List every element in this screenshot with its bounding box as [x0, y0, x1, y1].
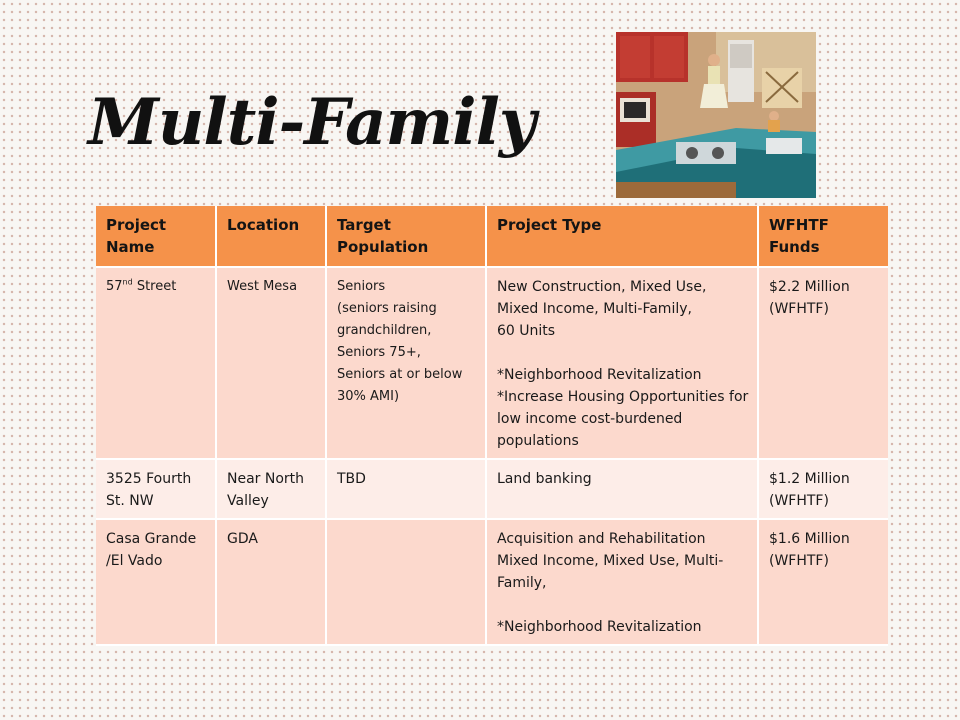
retro-kitchen-photo	[616, 32, 816, 198]
cell-wfhtf-funds: $1.2 Million (WFHTF)	[758, 459, 888, 519]
header-project-type: Project Type	[486, 206, 758, 267]
header-location: Location	[216, 206, 326, 267]
multi-family-projects-table	[96, 206, 888, 646]
street-label: Street	[132, 279, 177, 294]
cell-project-name	[96, 267, 216, 459]
cell-project-type: New Construction, Mixed Use, Mixed Income, Multi-Family, 60 Units *Neighborhood Revitalization *Increase Housing Opportunities for low income cost-burdened populations	[486, 267, 758, 459]
cell-wfhtf-funds: $1.6 Million (WFHTF)	[758, 519, 888, 645]
header-wfhtf-funds: WFHTF Funds	[758, 206, 888, 267]
cell-target-population: Seniors (seniors raising grandchildren, Seniors 75+, Seniors at or below 30% AMI)	[326, 267, 486, 459]
cell-location: Near North Valley	[216, 459, 326, 519]
slide-title: Multi-Family	[88, 85, 536, 160]
project-table-container	[96, 206, 888, 646]
ordinal-suffix: nd	[122, 277, 133, 287]
header-project-name: Project Name	[96, 206, 216, 267]
cell-location: West Mesa	[216, 267, 326, 459]
header-target-population: Target Population	[326, 206, 486, 267]
cell-wfhtf-funds: $2.2 Million (WFHTF)	[758, 267, 888, 459]
table-row	[96, 519, 888, 645]
cell-target-population	[326, 519, 486, 645]
table-row	[96, 459, 888, 519]
cell-location: GDA	[216, 519, 326, 645]
cell-project-type: Land banking	[486, 459, 758, 519]
street-number: 57	[106, 279, 123, 294]
table-row	[96, 267, 888, 459]
cell-project-name: 3525 Fourth St. NW	[96, 459, 216, 519]
cell-project-name: Casa Grande /El Vado	[96, 519, 216, 645]
table-header-row	[96, 206, 888, 267]
cell-project-type: Acquisition and Rehabilitation Mixed Income, Mixed Use, Multi-Family, *Neighborhood Revitalization	[486, 519, 758, 645]
cell-target-population: TBD	[326, 459, 486, 519]
